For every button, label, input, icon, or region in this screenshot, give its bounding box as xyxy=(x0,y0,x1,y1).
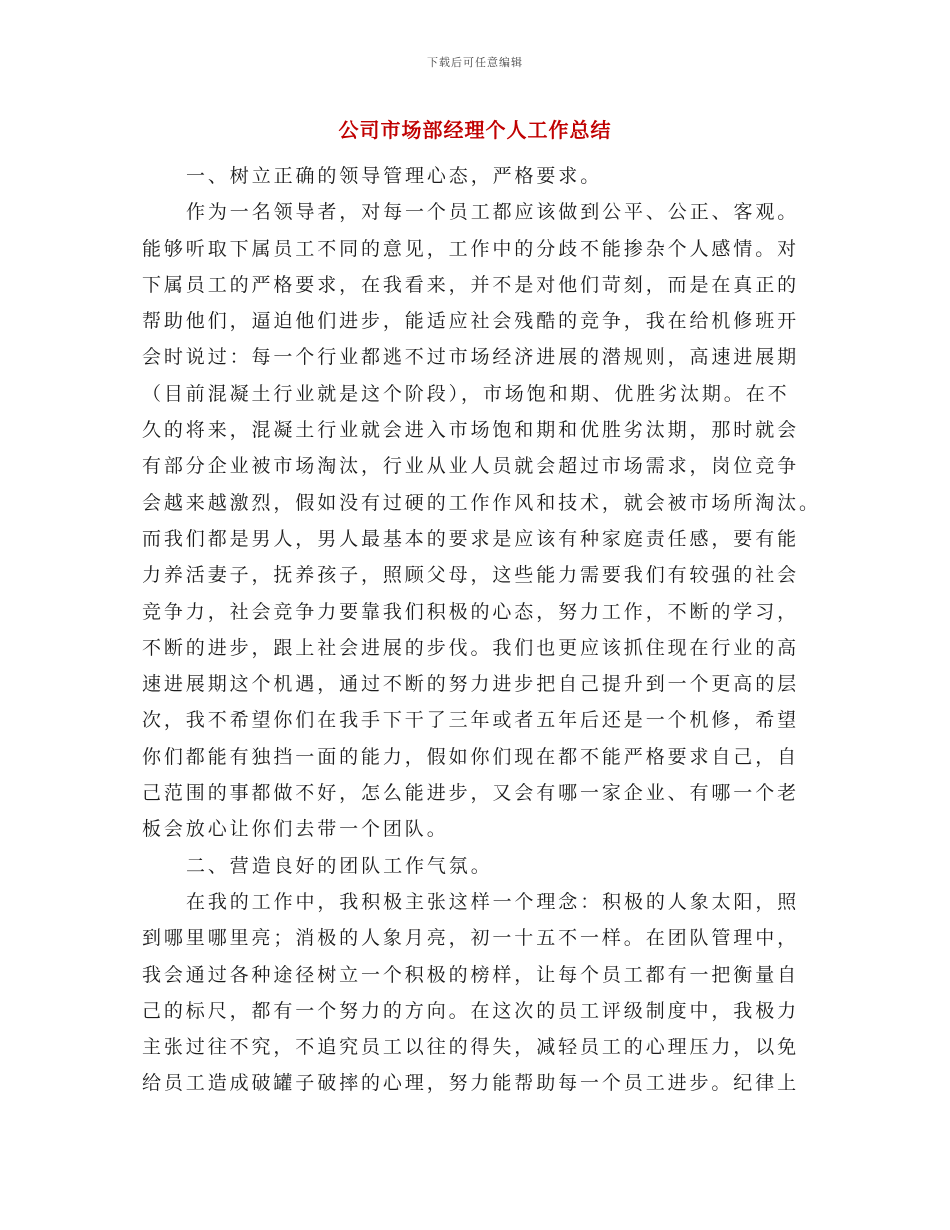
paragraph-line: 能够听取下属员工不同的意见，工作中的分歧不能掺杂个人感情。对 xyxy=(142,237,800,260)
paragraph-line: 给员工造成破罐子破摔的心理，努力能帮助每一个员工进步。纪律上 xyxy=(142,1072,800,1095)
paragraph-line: 板会放心让你们去带一个团队。 xyxy=(142,818,449,841)
paragraph-line: 有部分企业被市场淘汰，行业从业人员就会超过市场需求，岗位竞争 xyxy=(142,455,800,478)
document-body xyxy=(142,158,821,1102)
paragraph-line: 不断的进步，跟上社会进展的步伐。我们也更应该抓住现在行业的高 xyxy=(142,636,800,659)
paragraph-line: 次，我不希望你们在我手下干了三年或者五年后还是一个机修，希望 xyxy=(142,709,800,732)
paragraph-line: 主张过往不究，不追究员工以往的得失，减轻员工的心理压力，以免 xyxy=(142,1036,800,1059)
paragraph-line: 而我们都是男人，男人最基本的要求是应该有种家庭责任感，要有能 xyxy=(142,527,800,550)
paragraph-line: 己的标尺，都有一个努力的方向。在这次的员工评级制度中，我极力 xyxy=(142,999,800,1022)
paragraph-line: （目前混凝土行业就是这个阶段），市场饱和期、优胜劣汰期。在不 xyxy=(142,382,790,405)
section-heading: 二、营造良好的团队工作气氛。 xyxy=(186,854,493,877)
paragraph-line: 久的将来，混凝土行业就会进入市场饱和期和优胜劣汰期，那时就会 xyxy=(142,419,800,442)
paragraph-line: 竞争力，社会竞争力要靠我们积极的心态，努力工作，不断的学习， xyxy=(142,600,800,623)
paragraph-line: 我会通过各种途径树立一个积极的榜样，让每个员工都有一把衡量自 xyxy=(142,963,800,986)
header-note: 下载后可任意编辑 xyxy=(427,56,523,69)
paragraph-line: 到哪里哪里亮；消极的人象月亮，初一十五不一样。在团队管理中， xyxy=(142,927,800,950)
paragraph-line: 帮助他们，逼迫他们进步，能适应社会残酷的竞争，我在给机修班开 xyxy=(142,310,800,333)
paragraph-line: 力养活妻子，抚养孩子，照顾父母，这些能力需要我们有较强的社会 xyxy=(142,564,800,587)
section-heading: 一、树立正确的领导管理心态，严格要求。 xyxy=(186,165,603,187)
paragraph-line: 会时说过：每一个行业都逃不过市场经济进展的潜规则，高速进展期 xyxy=(142,346,800,369)
document-title: 公司市场部经理个人工作总结 xyxy=(338,118,612,142)
paragraph-line: 在我的工作中，我积极主张这样一个理念：积极的人象太阳，照 xyxy=(186,890,800,913)
paragraph-line: 速进展期这个机遇，通过不断的努力进步把自己提升到一个更高的层 xyxy=(142,673,800,696)
paragraph-line: 己范围的事都做不好，怎么能进步，又会有哪一家企业、有哪一个老 xyxy=(142,782,800,805)
paragraph-line: 作为一名领导者，对每一个员工都应该做到公平、公正、客观。 xyxy=(186,201,800,224)
paragraph-line: 你们都能有独挡一面的能力，假如你们现在都不能严格要求自己，自 xyxy=(142,745,800,768)
paragraph-line: 下属员工的严格要求，在我看来，并不是对他们苛刻，而是在真正的 xyxy=(142,273,800,296)
paragraph-line: 会越来越激烈，假如没有过硬的工作作风和技术，就会被市场所淘汰。 xyxy=(142,491,821,514)
